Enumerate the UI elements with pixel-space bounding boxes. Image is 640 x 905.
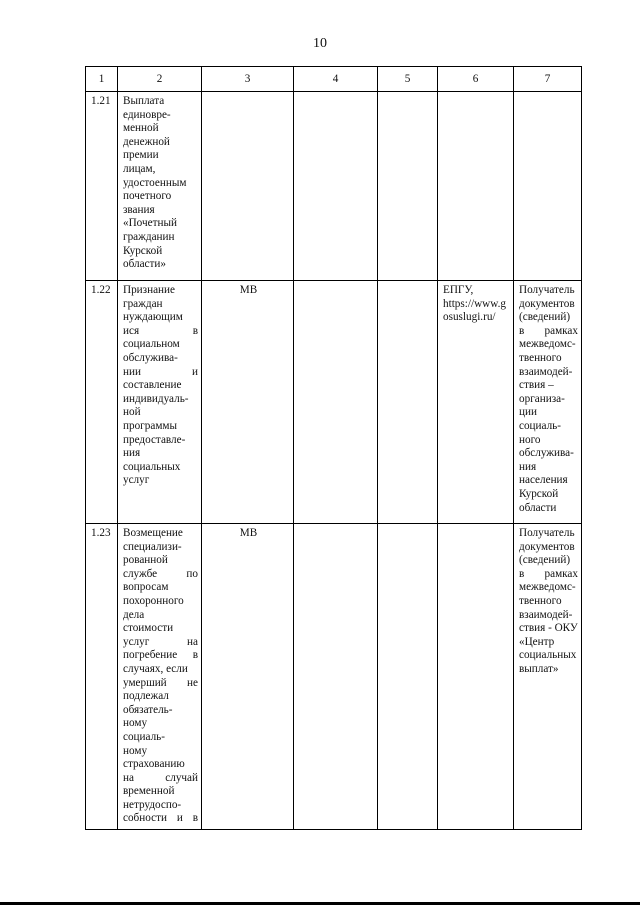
cell-line: звания <box>123 203 155 216</box>
cell-line: временной <box>123 785 175 798</box>
cell-line: Признание <box>123 284 175 296</box>
cell-line: Получатель <box>519 527 575 539</box>
cell-line: osuslugi.ru/ <box>443 311 496 324</box>
cell-line: межведомс- <box>519 581 576 594</box>
column-header: 2 <box>118 67 202 92</box>
cell-line: обслужива- <box>123 351 178 364</box>
cell-line: «Центр <box>519 635 555 648</box>
cell-col5 <box>378 281 438 524</box>
cell-line: на случай <box>123 771 198 784</box>
cell-line: собности и в <box>123 812 198 825</box>
cell-line: https://www.g <box>443 297 506 310</box>
cell-line: службе по <box>123 567 198 580</box>
cell-line: похоронного <box>123 594 184 607</box>
cell-line: подлежал <box>123 690 169 703</box>
cell-line: единовре- <box>123 108 171 121</box>
cell-line: предоставле- <box>123 433 186 446</box>
cell-line: составление <box>123 379 182 392</box>
cell-line: Выплата <box>123 95 165 107</box>
column-header: 1 <box>86 67 118 92</box>
cell-line: межведомс- <box>519 338 576 351</box>
cell-line: нии и <box>123 365 198 378</box>
cell-line: программы <box>123 419 177 432</box>
cell-line: Возмещение <box>123 527 183 539</box>
cell-line: социаль- <box>519 419 562 432</box>
cell-line: социальных <box>519 649 577 662</box>
cell-col7 <box>514 281 582 524</box>
column-header: 3 <box>202 67 294 92</box>
cell-line: документов <box>519 297 575 310</box>
cell-line: ися в <box>123 324 198 337</box>
cell-line: стоимости <box>123 622 174 635</box>
cell-line: нетрудоспо- <box>123 798 182 811</box>
cell-line: ния <box>519 460 537 473</box>
cell-line: индивидуаль- <box>123 392 189 405</box>
cell-line: твенного <box>519 594 562 607</box>
cell-col4 <box>294 524 378 830</box>
cell-col6 <box>438 92 514 281</box>
cell-line: (сведений) <box>519 311 571 324</box>
cell-line: выплат» <box>519 662 559 675</box>
table-row <box>86 92 582 281</box>
cell-col3: МВ <box>202 281 294 524</box>
header-row <box>86 67 582 92</box>
column-header: 5 <box>378 67 438 92</box>
cell-line: дела <box>123 608 145 621</box>
cell-line: удостоенным <box>123 176 187 189</box>
cell-line: денежной <box>123 135 170 148</box>
service-name <box>118 92 202 281</box>
cell-line: Курской <box>123 244 163 257</box>
cell-line: услуг <box>123 474 150 487</box>
cell-line: «Почетный <box>123 217 177 230</box>
cell-line: услуг на <box>123 635 198 648</box>
cell-line: в рамках <box>519 324 578 337</box>
cell-line: документов <box>519 540 575 553</box>
service-name <box>118 281 202 524</box>
cell-line: области <box>519 501 557 514</box>
cell-line: случаях, если <box>123 662 188 675</box>
column-header: 6 <box>438 67 514 92</box>
cell-line: ному <box>123 717 148 730</box>
cell-line: ного <box>519 433 541 446</box>
cell-col5 <box>378 524 438 830</box>
table-row <box>86 281 582 524</box>
column-header: 4 <box>294 67 378 92</box>
cell-line: Получатель <box>519 284 575 296</box>
cell-line: ЕПГУ, <box>443 284 474 296</box>
cell-line: вопросам <box>123 581 169 594</box>
cell-line: менной <box>123 122 159 135</box>
cell-line: нуждающим <box>123 311 183 324</box>
cell-line: взаимодей- <box>519 365 573 378</box>
cell-line: ному <box>123 744 148 757</box>
service-name <box>118 524 202 830</box>
cell-col7 <box>514 524 582 830</box>
row-number: 1.22 <box>86 281 118 524</box>
cell-line: ствия - ОКУ <box>519 622 578 635</box>
column-header: 7 <box>514 67 582 92</box>
cell-line: премии <box>123 149 159 162</box>
cell-line: области» <box>123 258 166 271</box>
page-number: 10 <box>313 36 327 51</box>
row-number: 1.23 <box>86 524 118 830</box>
cell-line: обязатель- <box>123 703 173 716</box>
cell-line: Курской <box>519 487 559 500</box>
cell-line: рованной <box>123 554 168 567</box>
cell-line: специализи- <box>123 540 182 553</box>
cell-col7 <box>514 92 582 281</box>
cell-line: гражданин <box>123 230 175 243</box>
services-table <box>85 66 582 830</box>
cell-line: ствия – <box>519 379 554 392</box>
table-row <box>86 524 582 830</box>
cell-line: граждан <box>123 297 163 310</box>
cell-col5 <box>378 92 438 281</box>
cell-line: социаль- <box>123 730 166 743</box>
cell-line: организа- <box>519 392 565 405</box>
cell-line: обслужива- <box>519 447 574 460</box>
cell-col3: МВ <box>202 524 294 830</box>
cell-line: ной <box>123 406 141 419</box>
cell-line: социальном <box>123 338 180 351</box>
cell-line: страхованию <box>123 758 185 771</box>
cell-line: в рамках <box>519 567 578 580</box>
cell-line: умерший не <box>123 676 198 689</box>
cell-col3 <box>202 92 294 281</box>
cell-line: социальных <box>123 460 181 473</box>
row-number: 1.21 <box>86 92 118 281</box>
cell-line: населения <box>519 474 568 487</box>
cell-line: лицам, <box>123 162 156 175</box>
cell-col6 <box>438 281 514 524</box>
cell-line: почетного <box>123 190 172 203</box>
cell-line: взаимодей- <box>519 608 573 621</box>
cell-line: (сведений) <box>519 554 571 567</box>
cell-line: твенного <box>519 351 562 364</box>
cell-line: ния <box>123 447 141 460</box>
cell-col4 <box>294 92 378 281</box>
cell-col6 <box>438 524 514 830</box>
cell-col4 <box>294 281 378 524</box>
cell-line: ции <box>519 406 537 419</box>
cell-line: погребение в <box>123 649 198 662</box>
